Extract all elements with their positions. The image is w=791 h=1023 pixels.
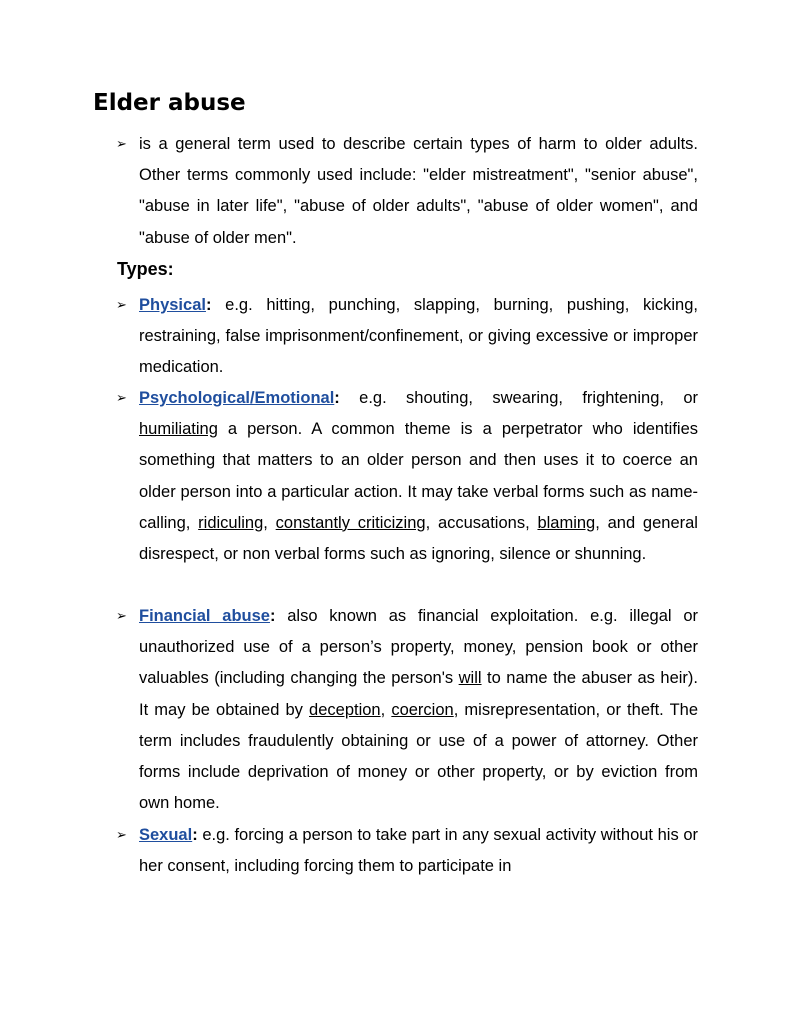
text-segment: , misrepresentation, or theft. The term includes fraudulently obtaining or use of a power of attorney. Other forms include deprivation of money or other property, or by eviction from own home. [139,700,698,813]
will-link[interactable]: will [458,669,482,688]
sexual-link[interactable]: Sexual [139,826,193,844]
text-segment: to name the abuser as heir). It may be obtained by [139,669,698,719]
text-segment: , [380,700,392,719]
arrow-bullet-icon: ➢ [116,298,127,313]
text-segment: also known as financial exploitation. e.g. illegal or unauthorized use of a person’s property, money, pension book or other valuables (including changing the person's [139,607,699,688]
psychological-emotional-link[interactable]: Psychological/Emotional [139,389,335,407]
type-physical [139,290,698,384]
arrow-bullet-icon: ➢ [116,828,127,843]
arrow-bullet-icon: ➢ [116,609,127,624]
ridiculing-link[interactable]: ridiculing [198,513,264,532]
financial-abuse-link[interactable]: Financial abuse [139,607,270,625]
blaming-link[interactable]: blaming [537,513,596,532]
physical-link[interactable]: Physical [139,296,206,314]
text-segment: , accusations, [425,513,538,532]
term-colon: : [192,826,198,844]
intro-paragraph: is a general term used to describe certain types of harm to older adults. Other terms commonly used include: "elder mistreatment", "senior abuse", "abuse in later life", "abuse of older adults", "abuse of older women", and "abuse of older men". [139,135,698,247]
arrow-bullet-icon: ➢ [116,391,127,406]
sexual-description: e.g. forcing a person to take part in any sexual activity without his or her consent, including forcing them to participate in [139,826,698,876]
term-colon: : [269,607,276,625]
types-heading: Types: [117,259,174,279]
type-sexual [139,820,698,882]
text-segment: , [263,513,276,532]
physical-description: e.g. hitting, punching, slapping, burning, pushing, kicking, restraining, false imprisonment/confinement, or giving excessive or improper medication. [139,296,698,377]
text-segment: e.g. shouting, swearing, frightening, or [339,389,698,407]
text-segment: , and general disrespect, or non verbal forms such as ignoring, silence or shunning. [139,513,698,564]
term-colon: : [205,296,212,314]
constantly-criticizing-link[interactable]: constantly criticizing [275,513,426,532]
coercion-link[interactable]: coercion [391,700,454,719]
text-segment: a person. A common theme is a perpetrator who identifies something that matters to an older person and then uses it to coerce an older person into a particular action. It may take verbal forms such as name-calling, [139,420,698,532]
type-financial [139,601,698,819]
deception-link[interactable]: deception [309,700,381,719]
page-title: Elder abuse [93,90,246,116]
type-psychological [139,383,698,570]
arrow-bullet-icon: ➢ [116,137,127,152]
humiliating-link[interactable]: humiliating [139,420,218,439]
term-colon: : [334,389,340,407]
